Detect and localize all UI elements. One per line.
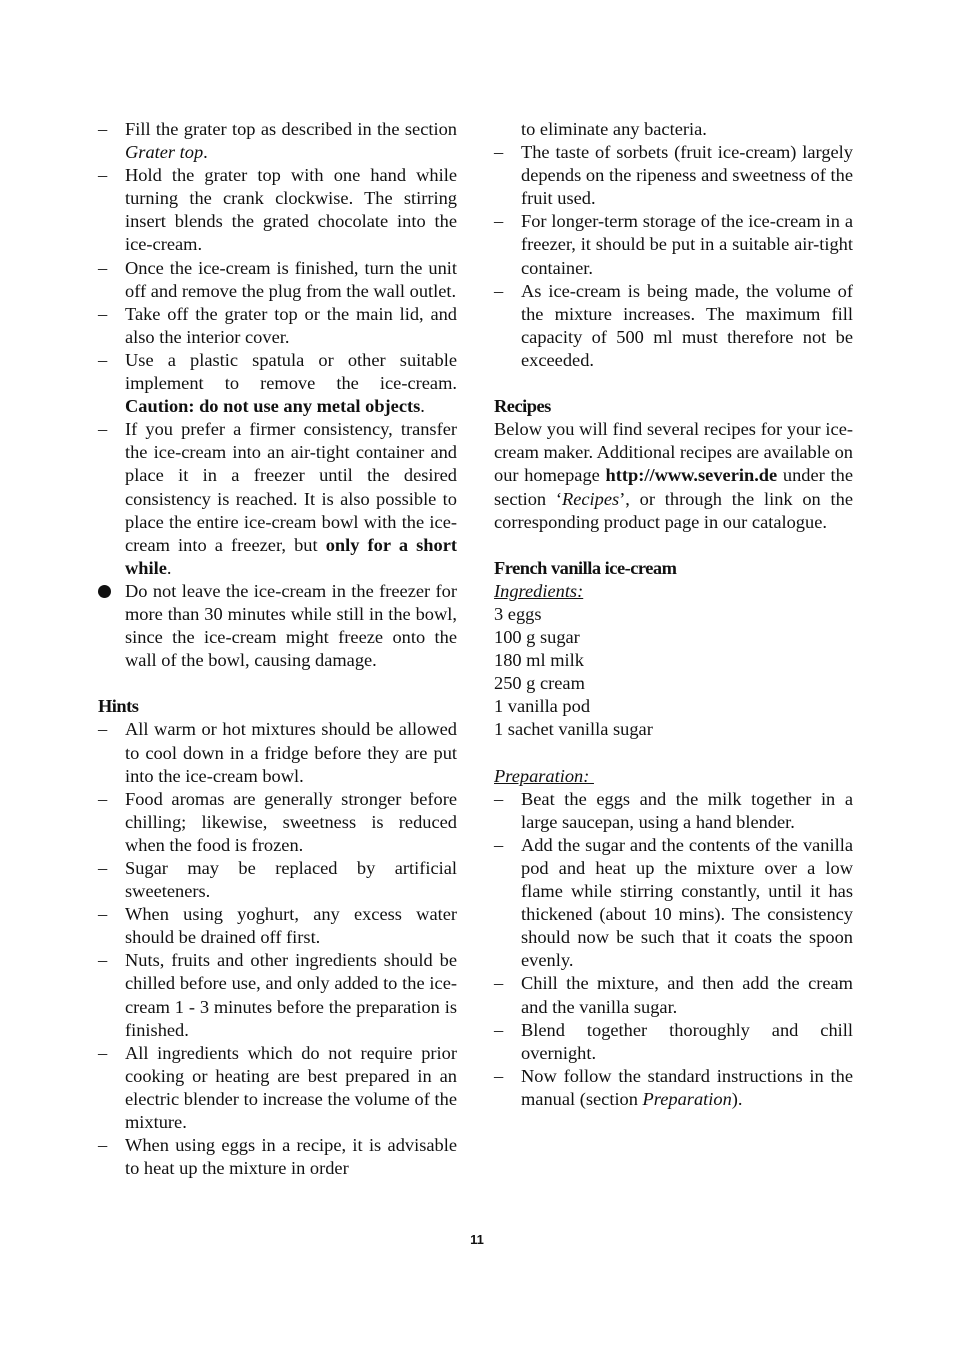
page-number: 11 [470, 1232, 484, 1247]
dash-marker: – [98, 165, 108, 186]
dash-marker: – [98, 788, 108, 809]
dash-marker: – [98, 257, 108, 278]
ingredient-item: 100 g sugar [494, 627, 580, 648]
recipes-heading: Recipes [494, 396, 551, 417]
hint-text: As ice-cream is being made, the volume of the mixture increases. The maximum fill capacity of 500 ml must therefore not be exceeded. [521, 280, 853, 370]
hint-text: Nuts, fruits and other ingredients should be chilled before use, and only added to the ice-cream 1 - 3 minutes before the preparation is finished. [125, 950, 457, 1040]
item-text: Once the ice-cream is finished, turn the unit off and remove the plug from the wall outlet. [125, 257, 457, 301]
hint-text: All ingredients which do not require prior cooking or heating are best prepared in an electric blender to increase the volume of the mixture. [125, 1042, 457, 1133]
dash-marker: – [98, 119, 108, 139]
preparation-step [494, 834, 853, 973]
dash-marker: – [494, 211, 504, 232]
recipes-text-3: ’, or through the link on the corresponding product page in our catalogue. [494, 488, 853, 532]
recipe-title: French vanilla ice-cream [494, 557, 677, 578]
item-text: Do not leave the ice-cream in the freezer for more than 30 minutes while still in the bowl, since the ice-cream might freeze onto the wall of the bowl, causing damage. [125, 580, 457, 671]
list-item [98, 418, 457, 580]
ingredients-list [494, 603, 853, 742]
ingredient-item: 1 vanilla pod [494, 696, 591, 717]
hint-text: Food aromas are generally stronger before chilling; likewise, sweetness is reduced when the food is frozen. [125, 788, 457, 855]
hint-item [98, 1134, 457, 1180]
hint-item [98, 949, 457, 1041]
hint-text: The taste of sorbets (fruit ice-cream) largely depends on the ripeness and sweetness of the fruit used. [521, 142, 853, 209]
item-text: Beat the eggs and the milk together in a large saucepan, using a hand blender. [521, 788, 853, 832]
item-text: . [166, 557, 172, 578]
hint-item [98, 718, 457, 787]
dash-marker: – [98, 858, 108, 878]
item-text: only for a short while [125, 534, 458, 578]
item-text: Now follow the standard instructions in the manual (section [521, 1065, 853, 1109]
ingredient-item: 1 sachet vanilla sugar [494, 719, 653, 740]
dash-marker: – [98, 950, 108, 971]
preparation-step [494, 1019, 853, 1065]
homepage-link[interactable]: http://www.severin.de [605, 465, 778, 486]
recipes-section-name: Recipes [562, 488, 620, 509]
hint-continuation: to eliminate any bacteria. [521, 119, 707, 139]
ingredients-label: Ingredients: [494, 580, 584, 601]
dash-marker: – [494, 142, 504, 163]
item-text: Fill the grater top as described in the section [125, 119, 457, 139]
list-item [98, 303, 457, 349]
ingredient-item: 250 g cream [494, 673, 585, 694]
hint-item [98, 903, 457, 949]
list-item [98, 349, 457, 418]
hints-list-continued [494, 141, 853, 372]
item-text: Chill the mixture, and then add the cream and the vanilla sugar. [521, 973, 853, 1017]
bullet-icon [98, 580, 118, 604]
hint-text: All warm or hot mixtures should be allowed to cool down in a fridge before they are put into the ice-cream bowl. [125, 719, 457, 786]
dash-marker: – [494, 1019, 504, 1040]
item-text: Grater top [125, 142, 204, 163]
item-text: Take off the grater top or the main lid, and also the interior cover. [125, 303, 457, 347]
left-column [98, 118, 457, 1180]
dash-marker: – [98, 904, 108, 925]
preparation-steps [494, 788, 853, 1111]
item-text: . [203, 142, 208, 163]
dash-marker: – [98, 419, 108, 440]
dash-marker: – [98, 303, 108, 324]
hints-list [98, 718, 457, 1180]
hint-text: When using yoghurt, any excess water should be drained off first. [125, 904, 457, 948]
dash-marker: – [98, 1042, 108, 1063]
preparation-step [494, 788, 853, 834]
hint-item [98, 788, 457, 857]
hints-heading: Hints [98, 696, 139, 717]
hint-item [98, 1042, 457, 1134]
item-text: Use a plastic spatula or other suitable implement to remove the ice-cream. [125, 349, 457, 394]
recipes-text-2: under the section ‘ [494, 465, 853, 509]
instruction-list [98, 118, 457, 672]
item-text: If you prefer a firmer consistency, transfer the ice-cream into an air-tight container and place it in a freezer until the desired consistency is reached. It is also possible to place the entire ice-cream bowl with the ice-cream into a freezer, but [125, 419, 457, 555]
hint-item [494, 210, 853, 279]
list-item [98, 118, 457, 164]
dash-marker: – [494, 1065, 504, 1086]
dash-marker: – [98, 719, 108, 740]
right-column [494, 118, 853, 1111]
ingredient-item: 3 eggs [494, 603, 542, 624]
dash-marker: – [494, 788, 504, 809]
recipes-text-1: Below you will find several recipes for your ice-cream maker. Additional recipes are available on our homepage [494, 419, 853, 486]
hint-text: For longer-term storage of the ice-cream in a freezer, it should be put in a suitable air-tight container. [521, 211, 853, 278]
item-text: Caution: do not use any metal objects [125, 396, 421, 417]
hint-item [494, 141, 853, 210]
item-text: Hold the grater top with one hand while turning the crank clockwise. The stirring insert blends the grated chocolate into the ice-cream. [125, 165, 457, 255]
dash-marker: – [98, 349, 108, 370]
item-text: Blend together thoroughly and chill overnight. [521, 1019, 853, 1063]
preparation-label: Preparation: [494, 765, 594, 786]
hint-text: Sugar may be replaced by artificial sweeteners. [125, 858, 457, 902]
hint-item [98, 857, 457, 903]
preparation-step [494, 1065, 853, 1111]
hint-text: When using eggs in a recipe, it is advisable to heat up the mixture in order [125, 1135, 457, 1179]
item-text: Add the sugar and the contents of the vanilla pod and heat up the mixture over a low flame while stirring constantly, until it has thickened (about 10 mins). The consistency should now be such that it coats the spoon evenly. [521, 834, 853, 971]
hint-item [494, 280, 853, 372]
dash-marker: – [494, 834, 504, 855]
preparation-step [494, 972, 853, 1018]
dash-marker: – [494, 973, 504, 994]
recipes-paragraph [494, 418, 853, 533]
bullet-dot [98, 585, 111, 598]
list-item [98, 580, 457, 672]
ingredient-item: 180 ml milk [494, 650, 584, 671]
list-item [98, 257, 457, 303]
item-text: Preparation [642, 1088, 732, 1109]
dash-marker: – [494, 280, 504, 301]
list-item [98, 164, 457, 256]
item-text: ). [731, 1088, 743, 1109]
item-text: . [420, 396, 425, 417]
dash-marker: – [98, 1135, 108, 1156]
